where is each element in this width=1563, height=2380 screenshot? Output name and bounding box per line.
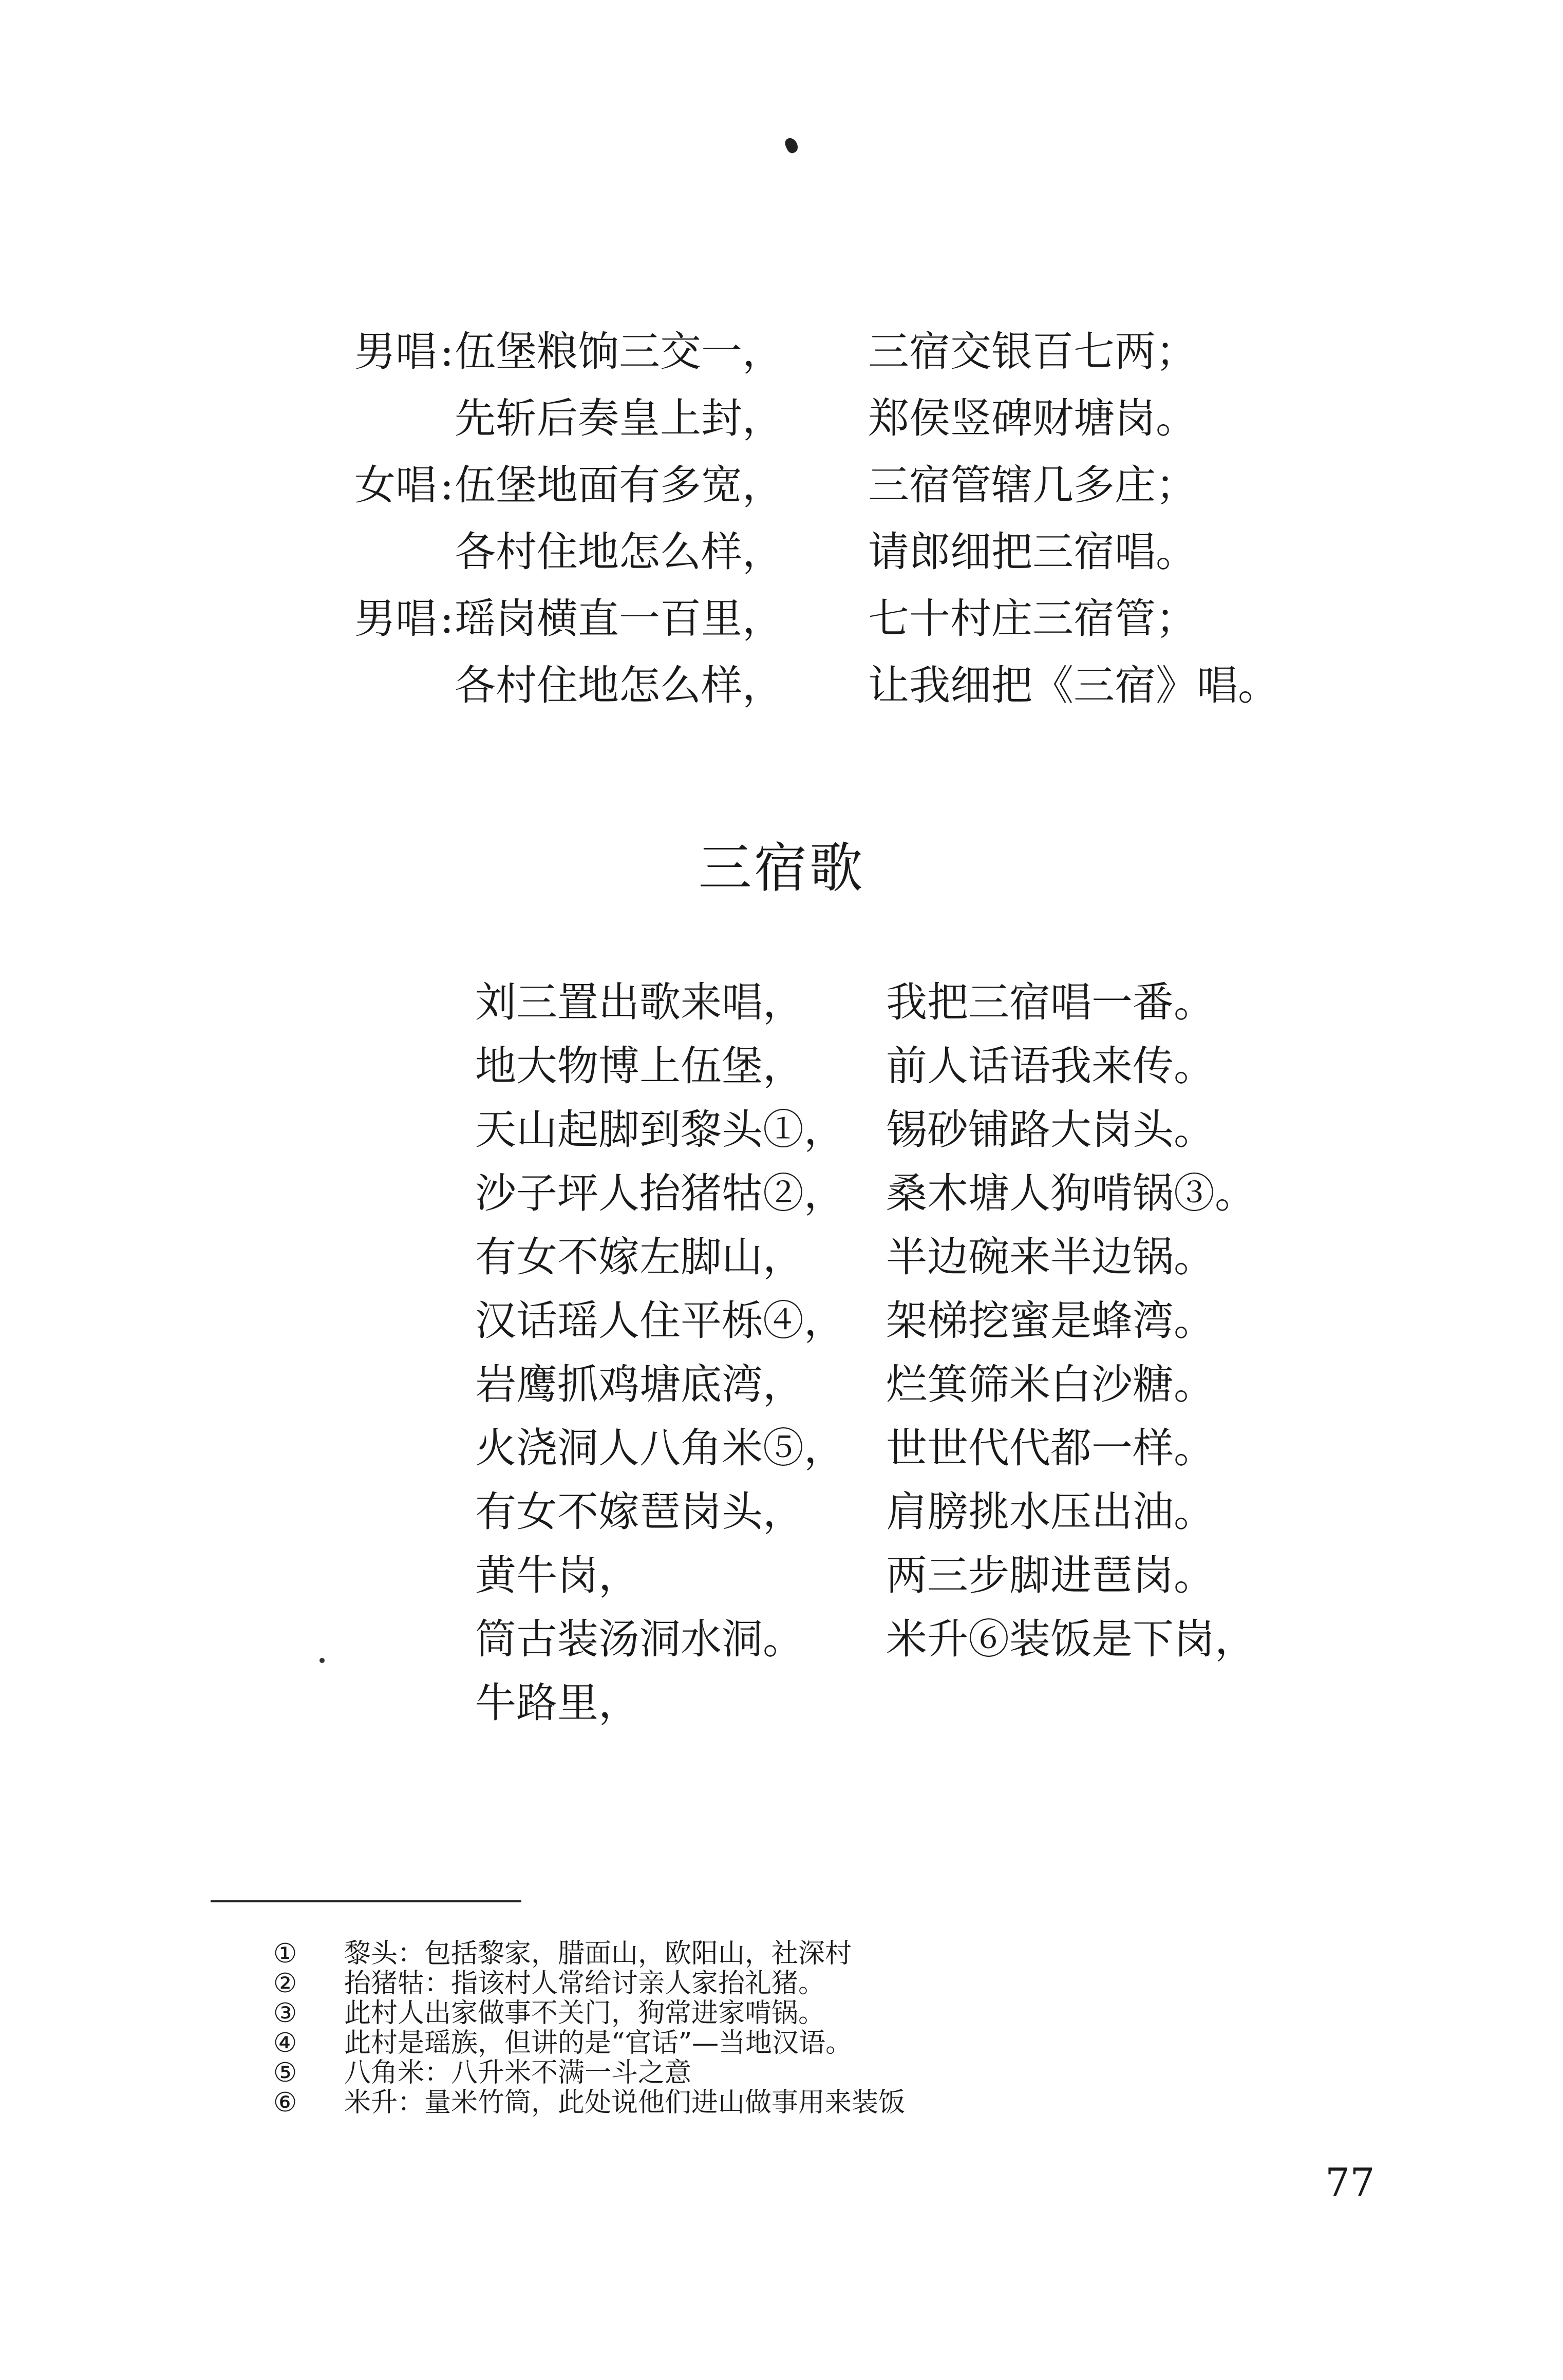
song-line-b: 肩膀挑水压出油。 xyxy=(886,1488,1215,1536)
footnote-mark: ③ xyxy=(273,1998,297,2029)
song-line-a: 沙子坪人抬猪牯②， xyxy=(475,1169,845,1217)
song-line xyxy=(0,1162,1563,1225)
song-line xyxy=(0,1671,1563,1735)
song-line xyxy=(0,1289,1563,1353)
footnote-mark: ④ xyxy=(273,2028,297,2058)
speaker-label: 女唱 xyxy=(354,461,437,509)
dialogue-line-b: 请郎细把三宿唱。 xyxy=(868,528,1197,576)
dialogue-line-a: 各村住地怎么样， xyxy=(455,662,783,709)
dialogue-line-a: 瑶岗横直一百里， xyxy=(455,595,783,643)
song-line xyxy=(0,1034,1563,1098)
speaker-label: 男唱 xyxy=(354,328,437,375)
dialogue-line-b: 郑侯竖碑财塘岗。 xyxy=(868,394,1197,442)
footnote-mark: ② xyxy=(273,1968,297,1999)
footnote-mark: ⑤ xyxy=(273,2057,297,2088)
song-line-a: 黄牛岗， xyxy=(475,1552,639,1599)
song-line-a: 筒古装汤洞水洞。 xyxy=(475,1615,804,1663)
dialogue-line-b: 七十村庄三宿管； xyxy=(868,595,1197,643)
song-line-a: 地大物博上伍堡， xyxy=(475,1042,804,1090)
dialogue-line-a: 伍堡地面有多宽， xyxy=(455,461,783,509)
song-title: 三宿歌 xyxy=(698,837,865,899)
song-line-b: 米升⑥装饭是下岗， xyxy=(886,1615,1256,1663)
dialogue-line-b: 三宿交银百七两； xyxy=(868,328,1197,375)
song-line xyxy=(0,1353,1563,1416)
song-line-a: 有女不嫁琶岗头， xyxy=(475,1488,804,1536)
speaker-label: 男唱 xyxy=(354,595,437,643)
dialogue-line xyxy=(0,652,1563,719)
footnote-text: 此村是瑶族，但讲的是“官话”—当地汉语。 xyxy=(344,2028,853,2058)
song-line-b: 架梯挖蜜是蜂湾。 xyxy=(886,1297,1215,1345)
footnote-mark: ⑥ xyxy=(273,2087,297,2118)
dialogue-line-b: 让我细把《三宿》唱。 xyxy=(868,662,1279,709)
dialogue-line-a: 各村住地怎么样， xyxy=(455,528,783,576)
footnote-text: 抬猪牯：指该村人常给讨亲人家抬礼猪。 xyxy=(344,1968,825,1999)
footnote-mark: ① xyxy=(273,1938,297,1969)
song-line-b: 半边碗来半边锅。 xyxy=(886,1233,1215,1281)
footnote-text: 此村人出家做事不关门，狗常进家啃锅。 xyxy=(344,1998,825,2029)
song-line-b: 两三步脚进琶岗。 xyxy=(886,1552,1215,1599)
dialogue-line xyxy=(0,585,1563,652)
song-line xyxy=(0,971,1563,1034)
dialogue-line xyxy=(0,385,1563,452)
song-line xyxy=(0,1608,1563,1671)
dialogue-line-a: 先斩后奏皇上封， xyxy=(455,394,783,442)
song-line-a: 火浇洞人八角米⑤， xyxy=(475,1424,845,1472)
speaker-colon: : xyxy=(440,595,454,643)
song-line-a: 有女不嫁左脚山， xyxy=(475,1233,804,1281)
speaker-colon: : xyxy=(440,328,454,375)
footnote-text: 八角米：八升米不满一斗之意 xyxy=(344,2057,692,2088)
speaker-colon: : xyxy=(440,461,454,509)
song-line xyxy=(0,1098,1563,1162)
song-line-b: 我把三宿唱一番。 xyxy=(886,978,1215,1026)
dialogue-line xyxy=(0,452,1563,519)
song-line xyxy=(0,1416,1563,1480)
song-line-b: 锡砂铺路大岗头。 xyxy=(886,1106,1215,1154)
ink-speck xyxy=(783,136,800,155)
song-line xyxy=(0,1544,1563,1608)
dialogue-line-a: 伍堡粮饷三交一， xyxy=(455,328,783,375)
song-line-b: 桑木塘人狗啃锅③。 xyxy=(886,1169,1256,1217)
song-line-a: 岩鹰抓鸡塘底湾， xyxy=(475,1361,804,1408)
song-line-a: 刘三置出歌来唱， xyxy=(475,978,804,1026)
song-line-b: 世世代代都一样。 xyxy=(886,1424,1215,1472)
song-line-a: 天山起脚到黎头①， xyxy=(475,1106,845,1154)
song-line-b: 前人话语我来传。 xyxy=(886,1042,1215,1090)
song-line xyxy=(0,1225,1563,1289)
song-line-a: 汉话瑶人住平栎④， xyxy=(475,1297,845,1345)
dialogue-line xyxy=(0,318,1563,385)
footnote-text: 米升：量米竹筒，此处说他们进山做事用来装饭 xyxy=(344,2087,906,2118)
dialogue-line xyxy=(0,519,1563,585)
footnote-divider xyxy=(211,1900,521,1902)
footnote-text: 黎头：包括黎家，腊面山，欧阳山，社深村 xyxy=(344,1938,852,1969)
dialogue-line-b: 三宿管辖几多庄； xyxy=(868,461,1197,509)
page-number: 77 xyxy=(1325,2160,1375,2205)
song-line-b: 烂箕筛米白沙糖。 xyxy=(886,1361,1215,1408)
song-line xyxy=(0,1480,1563,1544)
song-line-a: 牛路里， xyxy=(475,1679,639,1727)
